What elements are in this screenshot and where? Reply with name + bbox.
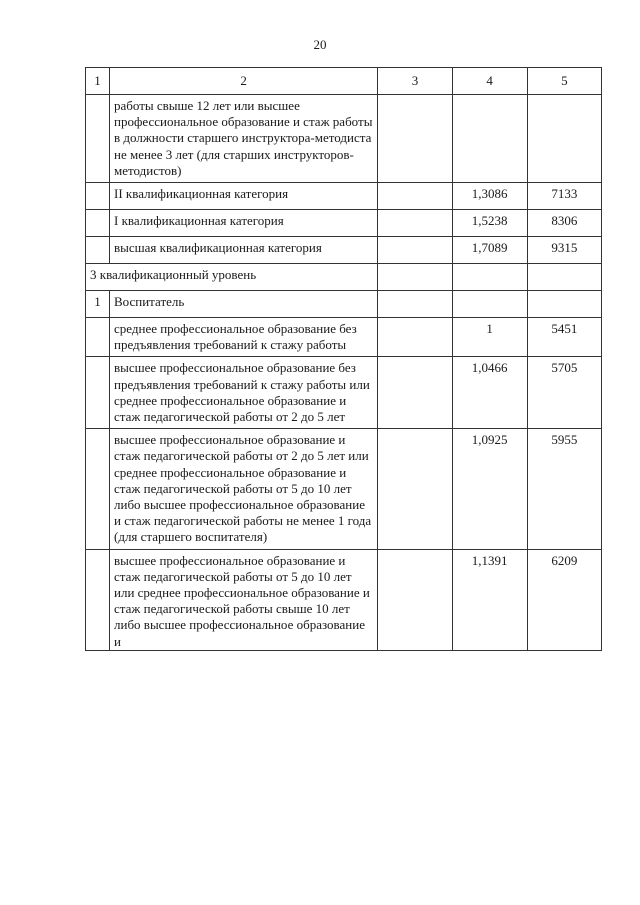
row-index-cell bbox=[86, 183, 110, 210]
salary-cell: 7133 bbox=[527, 183, 601, 210]
salary-cell: 5705 bbox=[527, 357, 601, 429]
table-row bbox=[86, 318, 602, 357]
coefficient-cell: 1,7089 bbox=[452, 237, 527, 264]
column-header: 4 bbox=[452, 68, 527, 95]
salary-cell bbox=[527, 264, 601, 291]
description-cell: высшее профессиональное образование и стаж педагогической работы от 2 до 5 лет или среднее профессиональное образование и стаж педагогической работы от 5 до 10 лет либо высшее профессиональное образование и стаж педагогической работы не менее 1 года (для старшего воспитателя) bbox=[110, 429, 378, 549]
table-row bbox=[86, 291, 602, 318]
salary-cell: 5955 bbox=[527, 429, 601, 549]
coefficient-cell bbox=[452, 264, 527, 291]
column-3-cell bbox=[378, 318, 452, 357]
description-cell: I квалификационная категория bbox=[110, 210, 378, 237]
salary-cell: 8306 bbox=[527, 210, 601, 237]
description-cell: работы свыше 12 лет или высшее профессиональное образование и стаж работы в должности старшего инструктора-методиста не менее 3 лет (для старших инструкторов-методистов) bbox=[110, 95, 378, 183]
salary-cell: 9315 bbox=[527, 237, 601, 264]
table-row bbox=[86, 95, 602, 183]
salary-cell: 6209 bbox=[527, 549, 601, 650]
coefficient-cell: 1,3086 bbox=[452, 183, 527, 210]
description-cell: Воспитатель bbox=[110, 291, 378, 318]
column-3-cell bbox=[378, 237, 452, 264]
table-row bbox=[86, 549, 602, 650]
description-cell: высшее профессиональное образование и стаж педагогической работы от 5 до 10 лет или среднее профессиональное образование и стаж педагогической работы свыше 10 лет либо высшее профессиональное образование и bbox=[110, 549, 378, 650]
row-index-cell bbox=[86, 357, 110, 429]
row-index-cell bbox=[86, 237, 110, 264]
coefficient-cell: 1,0925 bbox=[452, 429, 527, 549]
table-row bbox=[86, 183, 602, 210]
row-index-cell bbox=[86, 95, 110, 183]
description-cell: высшая квалификационная категория bbox=[110, 237, 378, 264]
coefficient-cell: 1,5238 bbox=[452, 210, 527, 237]
column-header: 1 bbox=[86, 68, 110, 95]
coefficient-cell bbox=[452, 95, 527, 183]
table-row bbox=[86, 357, 602, 429]
column-3-cell bbox=[378, 357, 452, 429]
column-header: 5 bbox=[527, 68, 601, 95]
table-row bbox=[86, 210, 602, 237]
row-index-cell bbox=[86, 549, 110, 650]
table-row bbox=[86, 237, 602, 264]
column-3-cell bbox=[378, 264, 452, 291]
column-3-cell bbox=[378, 291, 452, 318]
description-cell: II квалификационная категория bbox=[110, 183, 378, 210]
table-row bbox=[86, 429, 602, 549]
section-title-cell: 3 квалификационный уровень bbox=[86, 264, 378, 291]
coefficient-cell: 1,0466 bbox=[452, 357, 527, 429]
page-number: 20 bbox=[313, 37, 327, 52]
table-header-row bbox=[86, 68, 602, 95]
coefficient-cell: 1,1391 bbox=[452, 549, 527, 650]
row-index-cell bbox=[86, 429, 110, 549]
salary-table bbox=[85, 67, 602, 651]
salary-cell bbox=[527, 95, 601, 183]
salary-cell bbox=[527, 291, 601, 318]
column-3-cell bbox=[378, 210, 452, 237]
description-cell: высшее профессиональное образование без предъявления требований к стажу работы или среднее профессиональное образование и стаж педагогической работы от 2 до 5 лет bbox=[110, 357, 378, 429]
column-3-cell bbox=[378, 183, 452, 210]
column-3-cell bbox=[378, 549, 452, 650]
row-index-cell: 1 bbox=[86, 291, 110, 318]
row-index-cell bbox=[86, 210, 110, 237]
salary-cell: 5451 bbox=[527, 318, 601, 357]
row-index-cell bbox=[86, 318, 110, 357]
coefficient-cell bbox=[452, 291, 527, 318]
description-cell: среднее профессиональное образование без предъявления требований к стажу работы bbox=[110, 318, 378, 357]
column-header: 3 bbox=[378, 68, 452, 95]
section-row bbox=[86, 264, 602, 291]
column-3-cell bbox=[378, 95, 452, 183]
column-header: 2 bbox=[110, 68, 378, 95]
coefficient-cell: 1 bbox=[452, 318, 527, 357]
column-3-cell bbox=[378, 429, 452, 549]
